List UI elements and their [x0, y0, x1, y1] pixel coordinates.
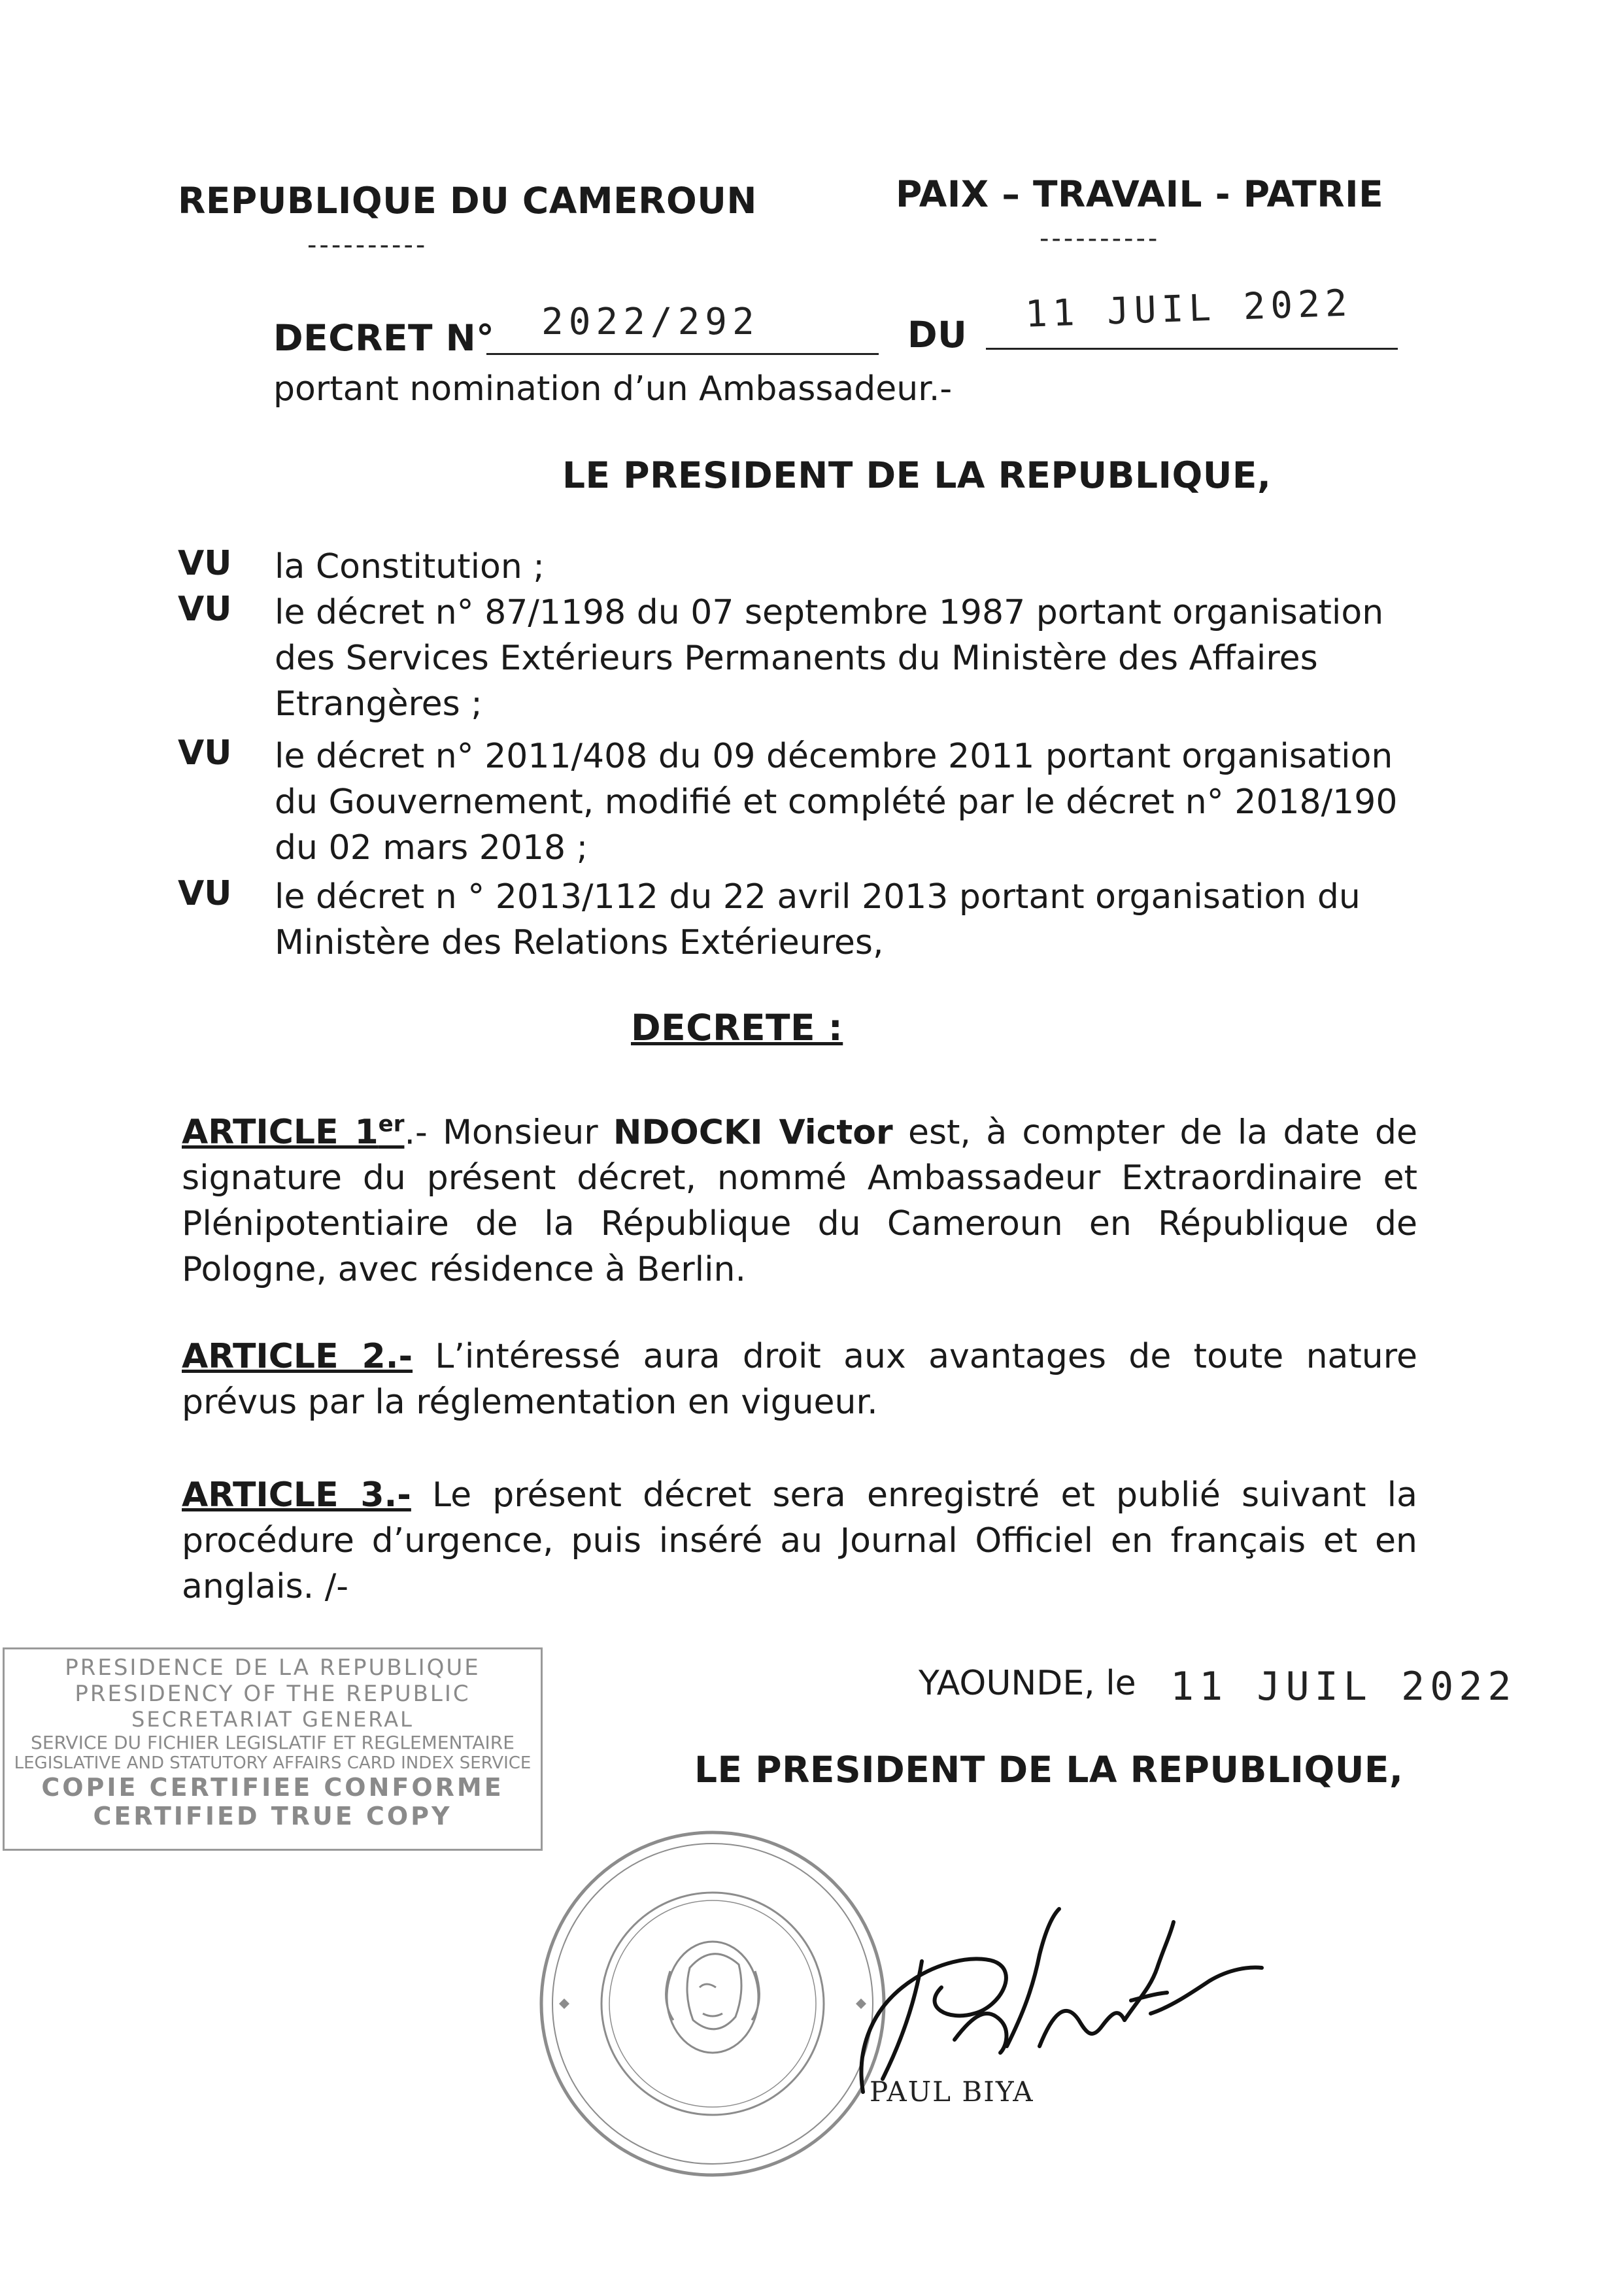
article-1-label-text: ARTICLE 1 — [182, 1113, 379, 1153]
place-label: YAOUNDE, le — [919, 1664, 1136, 1703]
stamp-line: SECRETARIAT GENERAL — [131, 1707, 414, 1732]
stamp-line: COPIE CERTIFIEE CONFORME — [41, 1773, 504, 1802]
signatory-heading: LE PRESIDENT DE LA REPUBLIQUE, — [694, 1749, 1404, 1791]
stamp-line: LEGISLATIVE AND STATUTORY AFFAIRS CARD INDEX SERVICE — [14, 1753, 532, 1773]
article-3 — [182, 1472, 1417, 1610]
country-heading-dashes: ---------- — [307, 230, 428, 260]
decrete-heading: DECRETE : — [631, 1007, 843, 1049]
vu-label: VU — [178, 874, 232, 913]
vu-line: la Constitution ; — [275, 547, 545, 586]
article-2-label: ARTICLE 2.- — [182, 1337, 413, 1376]
vu-line: du 02 mars 2018 ; — [275, 828, 588, 868]
article-1-appointee-name: NDOCKI Victor — [613, 1113, 893, 1153]
vu-item-decree-1987 — [275, 590, 1556, 727]
decree-label: DECRET N° — [273, 317, 495, 359]
vu-block — [178, 544, 1583, 969]
article-3-label: ARTICLE 3.- — [182, 1476, 411, 1515]
stamp-line: SERVICE DU FICHIER LEGISLATIF ET REGLEMENTAIRE — [31, 1732, 515, 1753]
article-3-text: Le présent décret sera enregistré et publié suivant la procédure d’urgence, puis inséré au Journal Officiel en français et en anglais. /- — [182, 1476, 1417, 1606]
article-1-text-before: Monsieur — [427, 1113, 613, 1153]
vu-label: VU — [178, 590, 232, 629]
vu-item-decree-2013 — [275, 874, 1556, 966]
stamp-line: PRESIDENCE DE LA REPUBLIQUE — [65, 1655, 481, 1681]
handwritten-signature — [843, 1883, 1275, 2105]
presidential-seal — [533, 1824, 892, 2184]
motto-heading-dashes: ---------- — [1040, 224, 1160, 254]
article-2-text: L’intéressé aura droit aux avantages de toute nature prévus par la réglementation en vigueur. — [182, 1337, 1417, 1422]
country-heading: REPUBLIQUE DU CAMEROUN — [178, 180, 757, 222]
vu-line: le décret n ° 2013/112 du 22 avril 2013 portant organisation du — [275, 877, 1361, 917]
vu-line: le décret n° 87/1198 du 07 septembre 1987 portant organisation — [275, 593, 1384, 632]
vu-line: le décret n° 2011/408 du 09 décembre 2011 portant organisation — [275, 737, 1393, 776]
vu-line: des Services Extérieurs Permanents du Ministère des Affaires — [275, 639, 1318, 678]
vu-label: VU — [178, 544, 232, 583]
signature-date: 11 JUIL 2022 — [1170, 1664, 1517, 1710]
vu-item-decree-2011 — [275, 734, 1556, 871]
article-1-label-sup: er — [378, 1111, 405, 1138]
vu-line: Etrangères ; — [275, 684, 482, 724]
article-2 — [182, 1334, 1417, 1425]
decree-subject: portant nomination d’un Ambassadeur.- — [273, 369, 953, 409]
article-1-label-suffix: .- — [404, 1113, 428, 1153]
decree-number: 2022/292 — [541, 301, 760, 343]
decree-du-label: DU — [907, 314, 968, 356]
certification-stamp — [3, 1647, 543, 1851]
vu-item-constitution — [275, 544, 1556, 590]
decree-number-underline — [486, 353, 879, 355]
vu-line: du Gouvernement, modifié et complété par le décret n° 2018/190 — [275, 783, 1398, 822]
article-1-label — [182, 1113, 404, 1152]
article-1 — [182, 1102, 1417, 1292]
stamp-line: CERTIFIED TRUE COPY — [93, 1802, 452, 1830]
vu-label: VU — [178, 734, 232, 773]
stamp-line: PRESIDENCY OF THE REPUBLIC — [75, 1681, 471, 1707]
motto-heading: PAIX – TRAVAIL - PATRIE — [896, 173, 1384, 215]
decree-number-line — [273, 282, 1398, 359]
vu-line: Ministère des Relations Extérieures, — [275, 923, 884, 962]
president-heading: LE PRESIDENT DE LA REPUBLIQUE, — [562, 454, 1272, 496]
signatory-name: PAUL BIYA — [870, 2076, 1034, 2108]
article-1-text-after: est, à compter de la date de signature du présent décret, nommé Ambassadeur Extraordinaire et Plénipotentiaire de la République du Cameroun en République de Pologne, avec résidence à Berlin. — [182, 1113, 1418, 1290]
decree-date-underline — [986, 348, 1398, 350]
decree-date: 11 JUIL 2022 — [1024, 282, 1353, 336]
